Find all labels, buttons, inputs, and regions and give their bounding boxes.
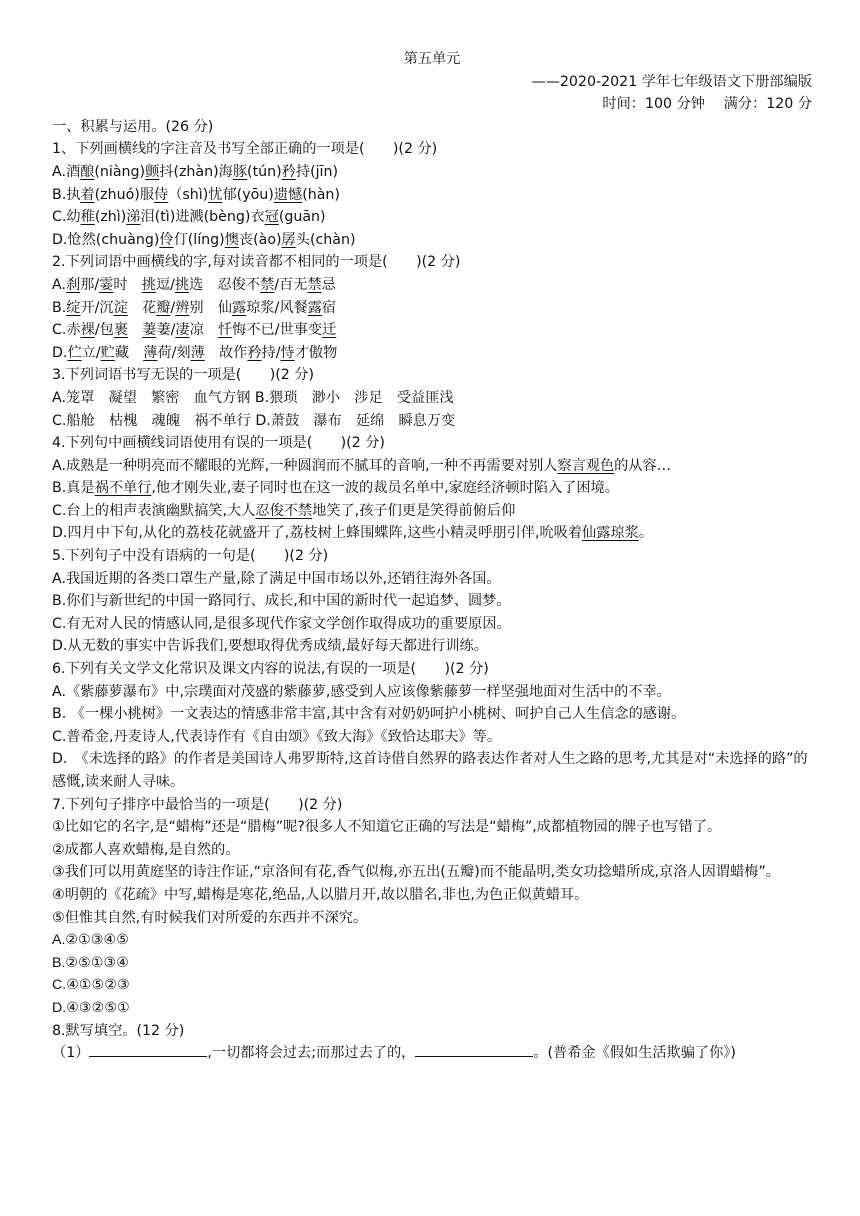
q1-option-b: B.执着(zhuó)服侍（shì)忧郁(yōu)遗憾(hàn) — [52, 186, 340, 203]
q7-sentence-2: ②成都人喜欢蜡梅,是自然的。 — [52, 841, 240, 858]
exam-subtitle: ——2020-2021 学年七年级语文下册部编版 — [531, 73, 812, 90]
exam-page — [52, 48, 812, 1065]
q7-sentence-3: ③我们可以用黄庭坚的诗注作证,“京洛间有花,香气似梅,亦五出(五瓣)而不能晶明,类女功捻蜡所成,京洛人因谓蜡梅”。 — [52, 864, 780, 881]
q1-option-d: D.怆然(chuàng)伶仃(líng)懊丧(ào)孱头(chàn) — [52, 231, 356, 248]
q6-option-a: A.《紫藤萝瀑布》中,宗璞面对茂盛的紫藤萝,感受到人应该像紫藤萝一样坚强地面对生活中的不幸。 — [52, 683, 671, 700]
q7-option-b: B.②⑤①③④ — [52, 954, 129, 971]
q6-option-c: C.普希金,丹麦诗人,代表诗作有《自由颂》《致大海》《致恰达耶夫》等。 — [52, 728, 502, 745]
q6-option-d: D. 《未选择的路》的作者是美国诗人弗罗斯特,这首诗借自然界的路表达作者对人生之路的思考,尤其是对“未选择的路”的感慨,读来耐人寻味。 — [52, 751, 808, 790]
q4-option-d: D.四月中下旬,从化的荔枝花就盛开了,荔枝树上蜂围蝶阵,这些小精灵呼朋引伴,吮吸着仙露琼浆。 — [52, 525, 654, 542]
q4-option-c: C.台上的相声表演幽默搞笑,大人忍俊不禁地笑了,孩子们更是笑得前俯后仰 — [52, 502, 516, 519]
q2-stem: 2.下列词语中画横线的字,每对读音都不相同的一项是( )(2 分) — [52, 254, 461, 271]
q5-option-d: D.从无数的事实中告诉我们,要想取得优秀成绩,最好每天都进行训练。 — [52, 638, 488, 655]
answer-blank-2[interactable] — [415, 1042, 533, 1057]
q7-option-c: C.④①⑤②③ — [52, 977, 130, 994]
q8-stem: 8.默写填空。(12 分) — [52, 1022, 185, 1039]
q7-option-a: A.②①③④⑤ — [52, 932, 129, 949]
time-score: 时间：100 分钟 满分：120 分 — [602, 96, 812, 113]
q7-sentence-4: ④明朝的《花疏》中写,蜡梅是寒花,绝品,人以腊月开,故以腊名,非也,为色正似黄蜡耳。 — [52, 886, 589, 903]
q1-stem: 1、下列画横线的字注音及书写全部正确的一项是( )(2 分) — [52, 141, 438, 158]
q2-option-c: C.赤裸/包裹 萋萋/凄凉 忏悔不已/世事变迁 — [52, 322, 337, 339]
q3-stem: 3.下列词语书写无误的一项是( )(2 分) — [52, 367, 315, 384]
section-heading: 一、积累与运用。(26 分) — [52, 118, 214, 135]
q5-option-b: B.你们与新世纪的中国一路同行、成长,和中国的新时代一起追梦、圆梦。 — [52, 593, 511, 610]
q6-option-b: B. 《一棵小桃树》一文表达的情感非常丰富,其中含有对奶奶呵护小桃树、呵护自己人生信念的感谢。 — [52, 706, 686, 723]
q3-options-ab: A.笼罩 凝望 繁密 血气方钢 B.猥琐 渺小 涉足 受益匪浅 — [52, 389, 454, 406]
unit-title: 第五单元 — [403, 51, 461, 67]
q7-stem: 7.下列句子排序中最恰当的一项是( )(2 分) — [52, 796, 343, 813]
q5-option-a: A.我国近期的各类口罩生产量,除了满足中国市场以外,还销往海外各国。 — [52, 570, 501, 587]
answer-blank-1[interactable] — [89, 1042, 207, 1057]
q4-stem: 4.下列句中画横线词语使用有误的一项是( )(2 分) — [52, 435, 385, 452]
q4-option-b: B.真是祸不单行,他才刚失业,妻子同时也在这一波的裁员名单中,家庭经济顿时陷入了困境。 — [52, 480, 619, 497]
q5-option-c: C.有无对人民的情感认同,是很多现代作家文学创作取得成功的重要原因。 — [52, 615, 511, 632]
q6-stem: 6.下列有关文学文化常识及课文内容的说法,有误的一项是( )(2 分) — [52, 661, 489, 678]
q3-options-cd: C.船舱 枯槐 魂魄 祸不单行 D.萧鼓 瀑布 延绵 瞬息万变 — [52, 412, 456, 429]
q2-option-a: A.刹那/霎时 挑逗/挑选 忍俊不禁/百无禁忌 — [52, 276, 336, 293]
q7-sentence-5: ⑤但惟其自然,有时候我们对所爱的东西并不深究。 — [52, 909, 368, 926]
q1-option-a: A.酒酿(niàng)颤抖(zhàn)海豚(tún)矜持(jīn) — [52, 163, 339, 180]
q8-item-1: （1） ,一切都将会过去;而那过去了的， 。(普希金《假如生活欺骗了你》) — [52, 1042, 812, 1065]
q5-stem: 5.下列句子中没有语病的一句是( )(2 分) — [52, 548, 329, 565]
q7-option-d: D.④③②⑤① — [52, 999, 130, 1016]
q2-option-d: D.伫立/贮藏 薄荷/刻薄 故作矜持/恃才傲物 — [52, 344, 338, 361]
q4-option-a: A.成熟是一种明亮而不耀眼的光辉,一种圆润而不腻耳的音响,一种不再需要对别人察言观色的从容… — [52, 457, 671, 474]
q2-option-b: B.绽开/沉淀 花瓣/辨别 仙露琼浆/风餐露宿 — [52, 299, 337, 316]
q1-option-c: C.幼稚(zhì)涕泪(tì)进溅(bèng)衣冠(guān) — [52, 209, 326, 226]
q7-sentence-1: ①比如它的名字,是“蜡梅”还是“腊梅”呢?很多人不知道它正确的写法是“蜡梅”,成都植物园的牌子也写错了。 — [52, 819, 722, 836]
